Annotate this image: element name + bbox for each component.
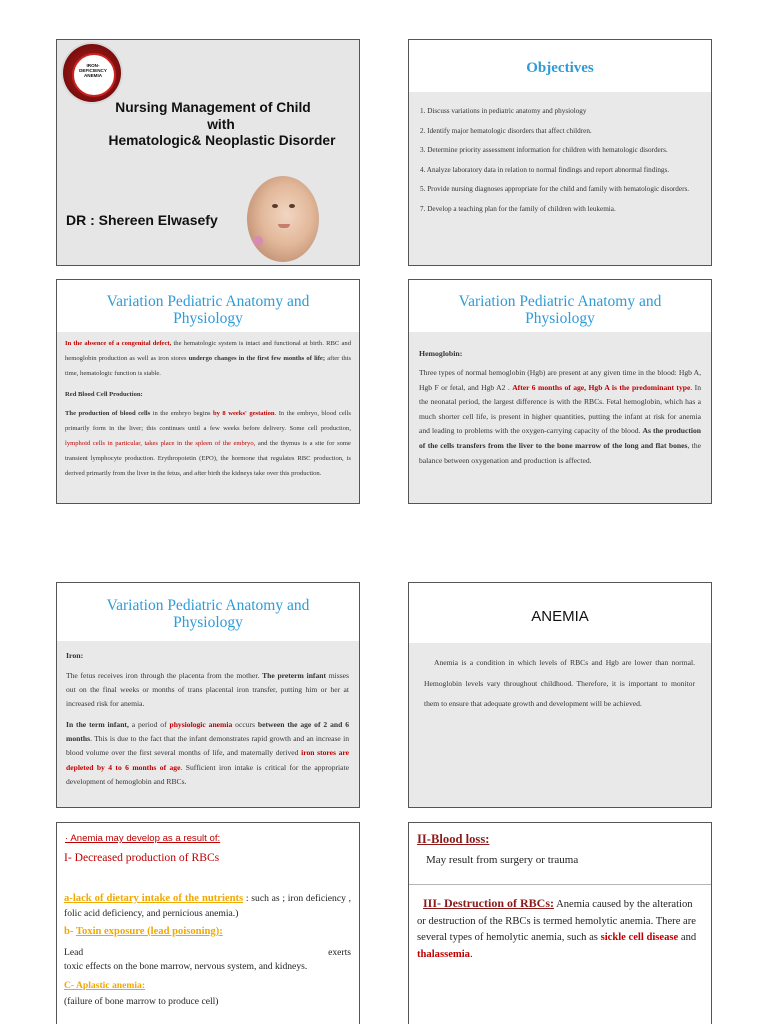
text: III- Destruction of RBCs:	[423, 896, 554, 910]
text: . In the neonatal period, the largest difference is with the RBCs. Fetal hemoglobin, which has a much shorter cell life, is present in higher quantities, putting the infant at risk for anemia and leading to problems with the oxygen-carrying capacity of the blood.	[419, 382, 701, 436]
text: After 6 months of age, Hgb A is the predominant type	[512, 382, 691, 392]
slide-hemoglobin	[408, 279, 712, 504]
text: exerts	[328, 947, 351, 958]
objective-item: 3. Determine priority assessment information for children with hematologic disorders.	[420, 146, 668, 154]
iron-paragraph-1	[66, 669, 349, 712]
text: toxic effects on the bone marrow, nervous system, and kidneys.	[64, 961, 308, 972]
logo-text: IRON- DEFICIENCY ANEMIA	[79, 63, 107, 78]
title-line-3: Hematologic& Neoplastic Disorder	[108, 133, 336, 148]
iron-paragraph-2	[66, 718, 349, 789]
objectives-title: Objectives	[526, 60, 594, 76]
anemia-title: ANEMIA	[531, 608, 589, 625]
text: the hematologic system is intact and functional at birth. RBC and hemoglobin production as well as iron stores	[65, 340, 352, 362]
slide4-title: Variation Pediatric Anatomy and Physiology	[458, 293, 662, 327]
text: b-	[64, 926, 76, 937]
iron-deficiency-logo	[63, 44, 121, 102]
congenital-defect-text: In the absence of a congenital defect,	[65, 340, 172, 347]
text: a-lack of dietary intake of the nutrients	[64, 893, 244, 904]
text: . In the embryo, blood cells primarily form in the liver; this continues until a few weeks before delivery. Some cell production,	[65, 410, 351, 432]
text: · Anemia may develop as a result of:	[65, 833, 221, 844]
blood-loss-text: May result from surgery or trauma	[426, 854, 579, 866]
slide3-paragraph-1	[65, 336, 351, 381]
cause-a	[64, 891, 351, 921]
slide-anemia-causes	[56, 822, 360, 1024]
cause-b-heading	[64, 926, 223, 937]
text: undergo changes in the first few months of life;	[188, 355, 326, 362]
text: in the embryo begins	[150, 410, 214, 417]
blood-loss-heading: II-Blood loss:	[417, 832, 490, 846]
slide-iron	[56, 582, 360, 808]
text: lymphoid cells in particular, takes place in the spleen of the embryo,	[65, 440, 256, 447]
text: . This is due to the fact that the infant demonstrates rapid growth and an increase in blood volume over the first several months of life, and maternally derived	[66, 734, 349, 758]
slide-title	[56, 39, 360, 266]
objective-item: 1. Discuss variations in pediatric anatomy and physiology	[420, 107, 587, 115]
text: iron stores are depleted by 4 to 6 months of age	[66, 748, 349, 772]
objective-item: 5. Provide nursing diagnoses appropriate for the child and family with hematologic disorders.	[420, 185, 690, 193]
slide3-title: Variation Pediatric Anatomy and Physiology	[106, 293, 310, 327]
slide-objectives	[408, 39, 712, 266]
slide-anemia	[408, 582, 712, 808]
anemia-causes-intro	[65, 833, 220, 844]
text: by 8 weeks' gestation	[213, 410, 275, 417]
text: : such as ; iron deficiency , folic acid deficiency, and pernicious anemia.)	[64, 893, 352, 919]
text: As the production of the cells transfers from the liver to the bone marrow of the long and flat bones	[419, 426, 702, 450]
text: thalassemia	[417, 948, 470, 960]
text: .	[469, 948, 473, 960]
text: occurs	[232, 720, 258, 729]
text: . Sufficient iron intake is critical for the appropriate development of hemoglobin and RBCs.	[66, 762, 349, 786]
slide3-heading: Red Blood Cell Production:	[65, 391, 143, 398]
text: sickle cell disease	[600, 932, 679, 943]
hemoglobin-heading: Hemoglobin:	[419, 349, 463, 358]
decreased-production-heading: I- Decreased production of RBCs	[64, 851, 220, 864]
objective-item: 2. Identify major hematologic disorders that affect children.	[420, 126, 592, 135]
slide1-title	[57, 100, 359, 150]
slide3-paragraph-2	[65, 406, 351, 481]
objective-item: 4. Analyze laboratory data in relation to normal findings and report abnormal findings.	[420, 165, 670, 174]
hemoglobin-paragraph	[419, 366, 701, 468]
child-photo	[247, 176, 319, 262]
text: Lead	[64, 947, 84, 958]
title-line-2: with	[207, 116, 235, 132]
objectives-list	[420, 104, 701, 217]
text: between the age of 2 and 6 months	[66, 720, 349, 744]
section-divider	[409, 884, 711, 885]
cause-b-text	[64, 946, 351, 974]
text: , the balance between oxygenation and production is affected.	[419, 440, 701, 465]
text: physiologic anemia	[169, 720, 233, 729]
presenter-name: DR : Shereen Elwasefy	[66, 212, 218, 228]
text: after this time, hematologic function is stable.	[65, 355, 352, 377]
text: Anemia caused by the alteration or destruction of the RBCs is termed hemolytic anemia. There are several types of hemolytic anemia, such as	[417, 899, 696, 943]
text: a period of	[128, 720, 170, 729]
text: In the term infant,	[66, 720, 129, 729]
text: The preterm infant	[262, 671, 327, 680]
objective-item: 7. Develop a teaching plan for the family of children with leukemia.	[420, 204, 616, 213]
text: Three types of normal hemoglobin (Hgb) are present at any given time in the blood: Hgb A, Hgb F or fetal, and Hgb A2 .	[419, 368, 701, 392]
title-line-1: Nursing Management of Child	[115, 100, 311, 115]
cause-c-text: (failure of bone marrow to produce cell)	[64, 996, 219, 1007]
text: The fetus receives iron through the placenta from the mother.	[66, 671, 263, 680]
slide-blood-loss	[408, 822, 712, 1024]
text: The production of blood cells	[65, 410, 151, 417]
cause-c-heading: C- Aplastic anemia:	[64, 980, 146, 991]
slide5-title: Variation Pediatric Anatomy and Physiology	[106, 597, 310, 631]
text: and the thymus is a site for some transient lymphocyte production. Erythropoietin (EPO), the hormone that regulates RBC production, is derived primarily from the liver in the fetus, and after birth the kidneys take over this production.	[65, 440, 351, 477]
text: Toxin exposure (lead poisoning):	[75, 926, 223, 937]
text: and	[678, 932, 697, 943]
anemia-definition: Anemia is a condition in which levels of RBCs and Hgb are lower than normal. Hemoglobin levels vary throughout childhood. Therefore, it is important to monitor them to ensure that adequate growth and development will be achieved.	[424, 658, 695, 708]
destruction-paragraph	[417, 895, 701, 963]
text: misses out on the final weeks or months of trans placental iron transfer, putting him or her at increased risk for anemia.	[66, 671, 349, 709]
iron-heading: Iron:	[66, 651, 84, 660]
slide-rbc-production	[56, 279, 360, 504]
